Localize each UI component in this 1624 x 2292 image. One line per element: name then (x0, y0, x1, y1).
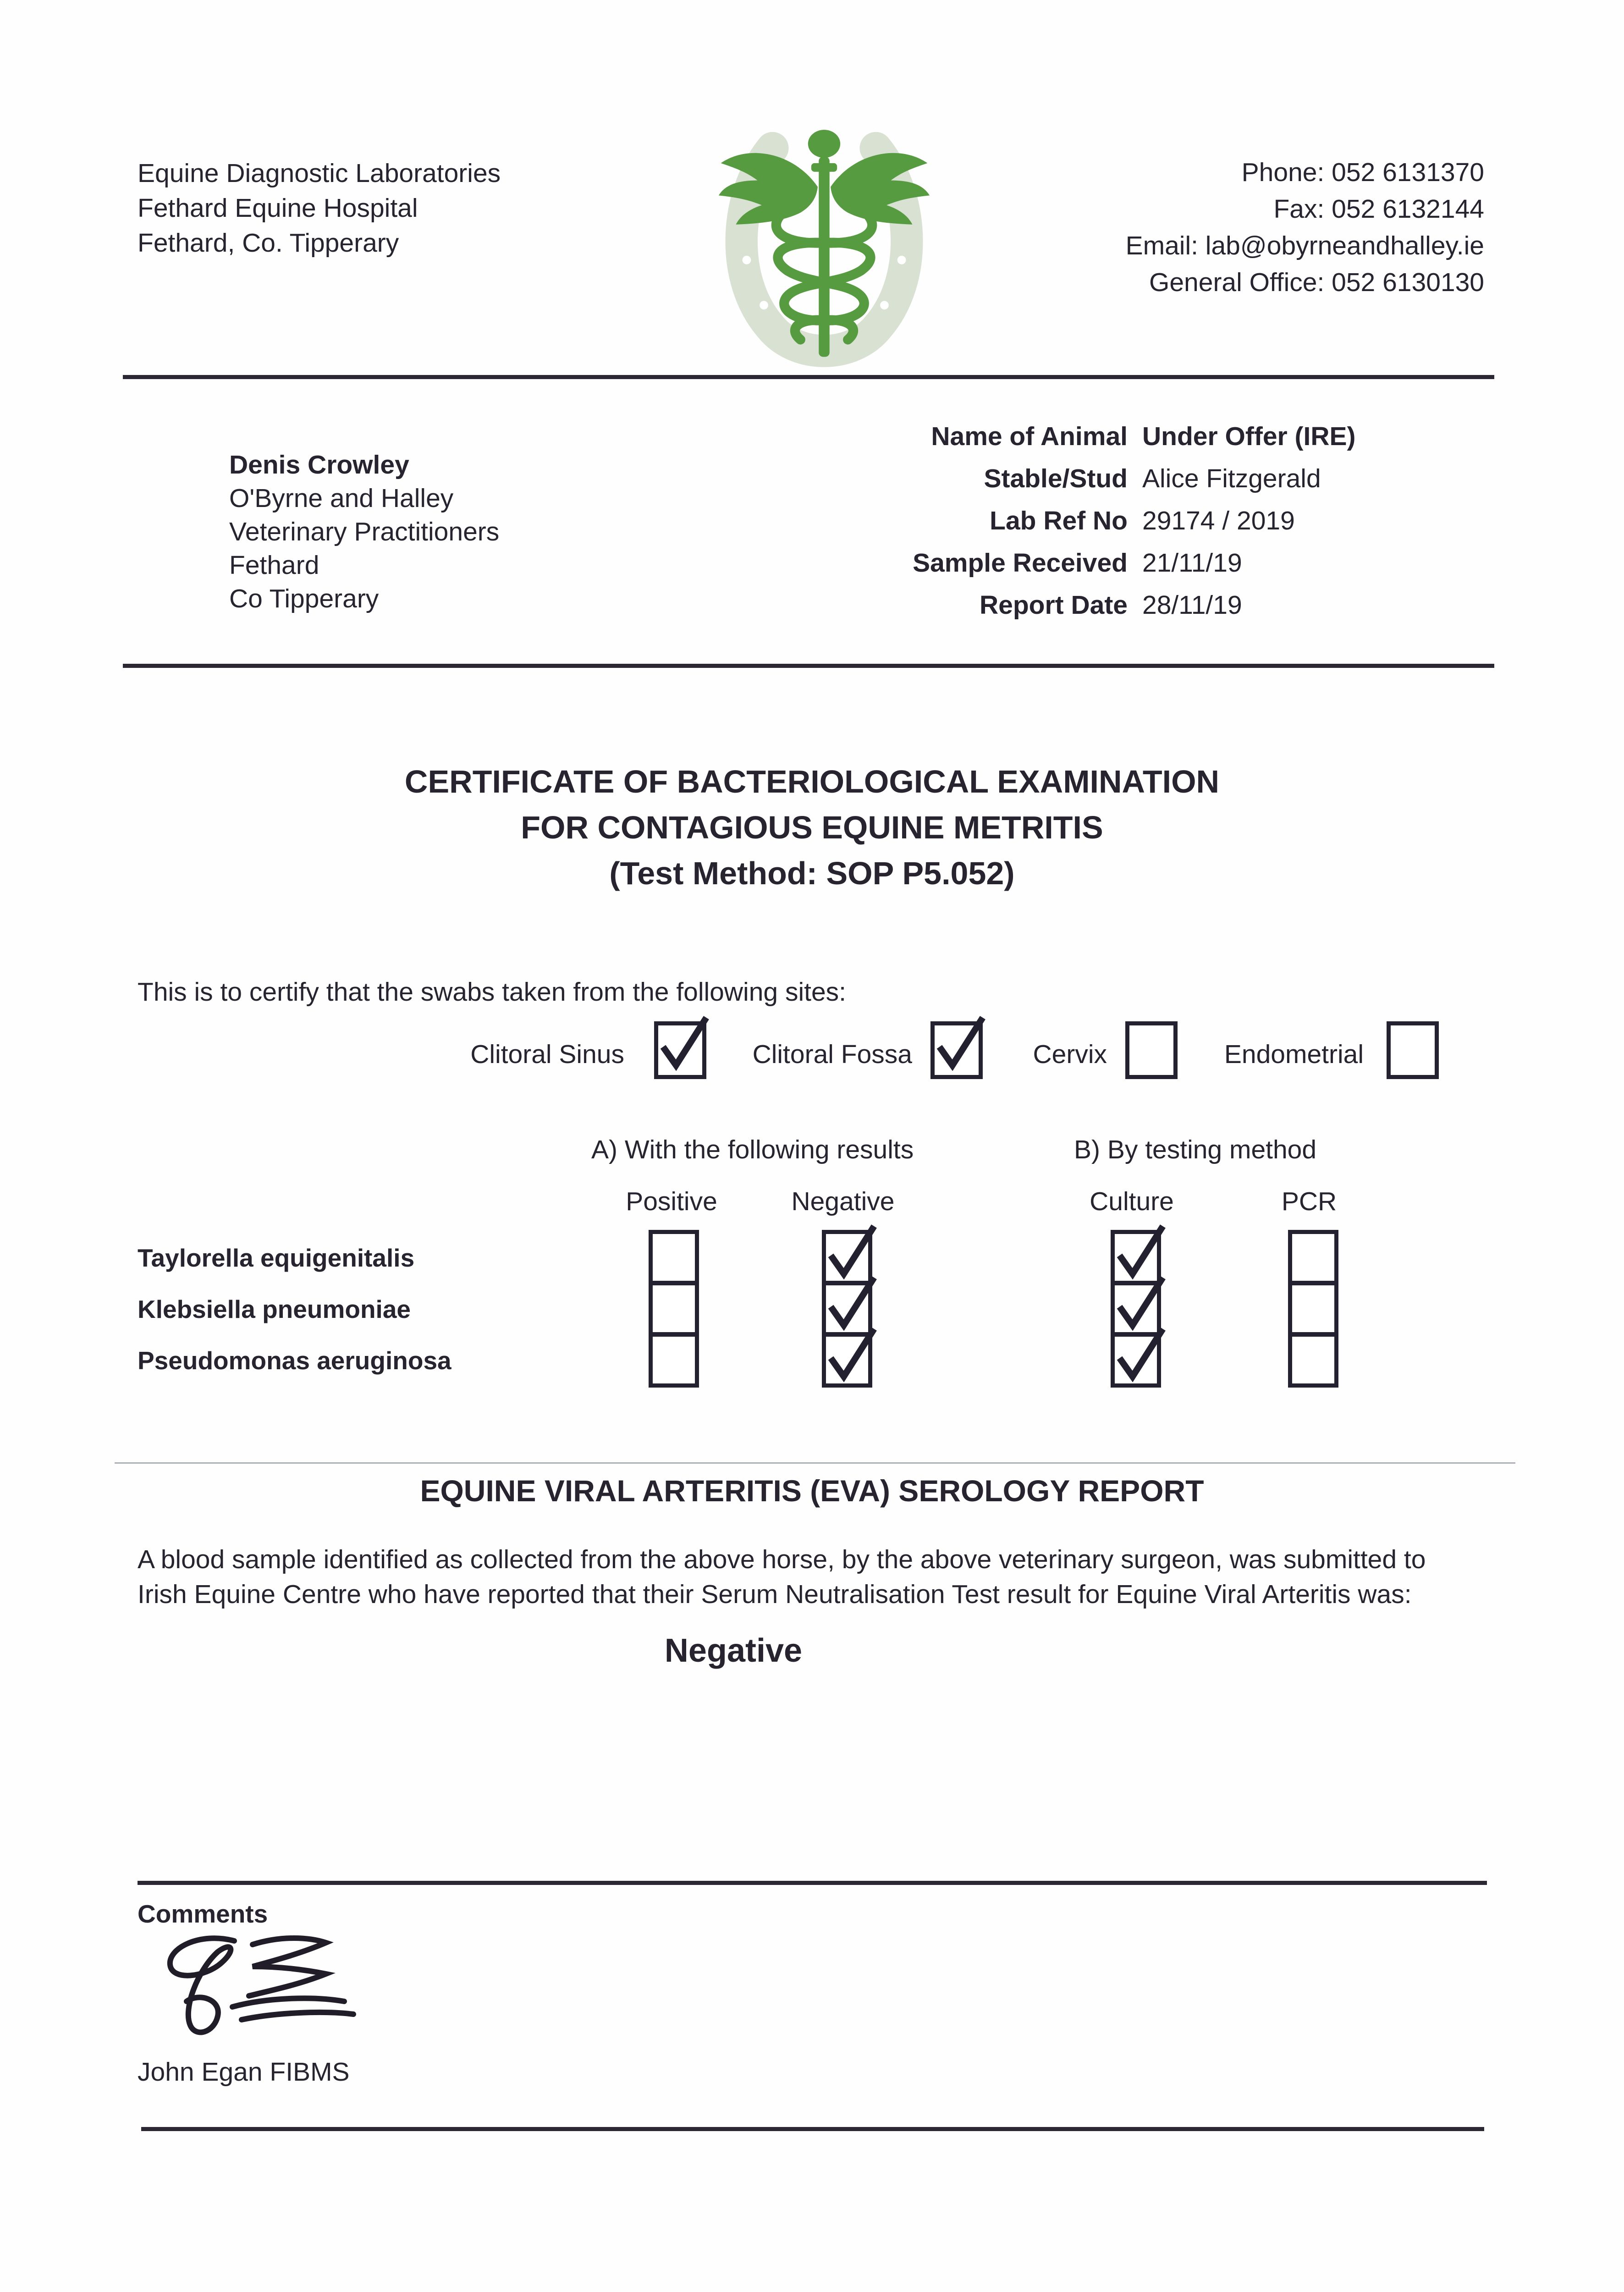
column-header-culture: Culture (1090, 1187, 1174, 1216)
eva-body-line: A blood sample identified as collected from the above horse, by the above veterinary surgeon, was submitted to (138, 1545, 1426, 1574)
check-mark-icon (932, 1013, 986, 1077)
checkbox-klebsiella-positive[interactable] (649, 1281, 699, 1336)
lab-address-block (138, 156, 501, 260)
bottom-divider (141, 2127, 1484, 2131)
meta-value: 21/11/19 (1142, 548, 1242, 578)
site-label-endometrial: Endometrial (1224, 1040, 1364, 1069)
signature-icon (144, 1930, 401, 2044)
checkbox-pseudomonas-culture[interactable] (1111, 1333, 1161, 1388)
site-label-clitoral-fossa: Clitoral Fossa (752, 1040, 912, 1069)
meta-label: Sample Received (913, 548, 1128, 578)
eva-body-line: Irish Equine Centre who have reported that their Serum Neutralisation Test result for Equine Viral Arteritis was: (138, 1580, 1412, 1609)
site-label-cervix: Cervix (1033, 1040, 1107, 1069)
organism-name: Pseudomonas aeruginosa (138, 1346, 451, 1375)
eva-result: Negative (664, 1632, 803, 1669)
results-section-title: A) With the following results (591, 1135, 914, 1164)
eva-section-divider (115, 1462, 1515, 1464)
meta-value: Alice Fitzgerald (1142, 464, 1321, 493)
eva-body (138, 1542, 1513, 1612)
checkbox-cervix[interactable] (1125, 1021, 1178, 1079)
certificate-title-line: CERTIFICATE OF BACTERIOLOGICAL EXAMINATION (404, 764, 1220, 799)
checkbox-clitoral-fossa[interactable] (930, 1021, 983, 1079)
certificate-title-line: (Test Method: SOP P5.052) (609, 855, 1015, 891)
handwritten-signature (144, 1930, 401, 2044)
addressee-block (229, 448, 499, 616)
column-header-pcr: PCR (1281, 1187, 1337, 1216)
checkbox-taylorella-positive[interactable] (649, 1230, 699, 1285)
methods-section-title: B) By testing method (1074, 1135, 1317, 1164)
addressee-line: Co Tipperary (229, 584, 379, 613)
lab-address-line: Fethard Equine Hospital (138, 193, 418, 223)
organism-name: Klebsiella pneumoniae (138, 1295, 411, 1323)
certificate-title (0, 759, 1624, 896)
check-mark-icon (655, 1013, 710, 1077)
addressee-line: Veterinary Practitioners (229, 517, 500, 546)
meta-label: Stable/Stud (984, 464, 1128, 493)
organism-name: Taylorella equigenitalis (138, 1244, 415, 1272)
site-label-clitoral-sinus: Clitoral Sinus (470, 1040, 624, 1069)
meta-label: Name of Animal (931, 422, 1128, 451)
phone-line: Phone: 052 6131370 (1241, 158, 1484, 187)
meta-label: Lab Ref No (990, 506, 1128, 535)
caduceus-horseshoe-logo-icon (710, 120, 939, 368)
comments-divider (138, 1881, 1487, 1885)
lab-address-line: Equine Diagnostic Laboratories (138, 159, 501, 188)
caduceus-horseshoe-icon (710, 120, 939, 368)
meta-value: Under Offer (IRE) (1142, 422, 1356, 451)
contact-block (1126, 154, 1484, 301)
eva-heading: EQUINE VIRAL ARTERITIS (EVA) SEROLOGY REPORT (420, 1474, 1204, 1508)
comments-label: Comments (138, 1900, 268, 1928)
meta-value: 29174 / 2019 (1142, 506, 1295, 535)
certificate-title-line: FOR CONTAGIOUS EQUINE METRITIS (521, 810, 1103, 845)
column-header-negative: Negative (791, 1187, 895, 1216)
check-mark-icon (1112, 1324, 1166, 1388)
general-office-line: General Office: 052 6130130 (1149, 268, 1484, 297)
certify-statement: This is to certify that the swabs taken from the following sites: (138, 977, 846, 1007)
checkbox-pseudomonas-pcr[interactable] (1288, 1333, 1338, 1388)
addressee-name: Denis Crowley (229, 450, 409, 479)
addressee-line: O'Byrne and Halley (229, 484, 454, 513)
checkbox-pseudomonas-negative[interactable] (822, 1333, 872, 1388)
lab-address-line: Fethard, Co. Tipperary (138, 228, 399, 258)
checkbox-clitoral-sinus[interactable] (654, 1021, 706, 1079)
fax-line: Fax: 052 6132144 (1273, 194, 1484, 224)
header-divider (123, 375, 1494, 379)
checkbox-pseudomonas-positive[interactable] (649, 1333, 699, 1388)
email-line: Email: lab@obyrneandhalley.ie (1125, 231, 1484, 260)
signatory-name: John Egan FIBMS (138, 2057, 350, 2087)
addressee-divider (123, 664, 1494, 668)
addressee-line: Fethard (229, 551, 319, 580)
checkbox-taylorella-pcr[interactable] (1288, 1230, 1338, 1285)
column-header-positive: Positive (626, 1187, 717, 1216)
meta-label: Report Date (979, 590, 1128, 620)
check-mark-icon (823, 1324, 877, 1388)
meta-value: 28/11/19 (1142, 590, 1242, 620)
checkbox-endometrial[interactable] (1387, 1021, 1439, 1079)
checkbox-klebsiella-pcr[interactable] (1288, 1281, 1338, 1336)
